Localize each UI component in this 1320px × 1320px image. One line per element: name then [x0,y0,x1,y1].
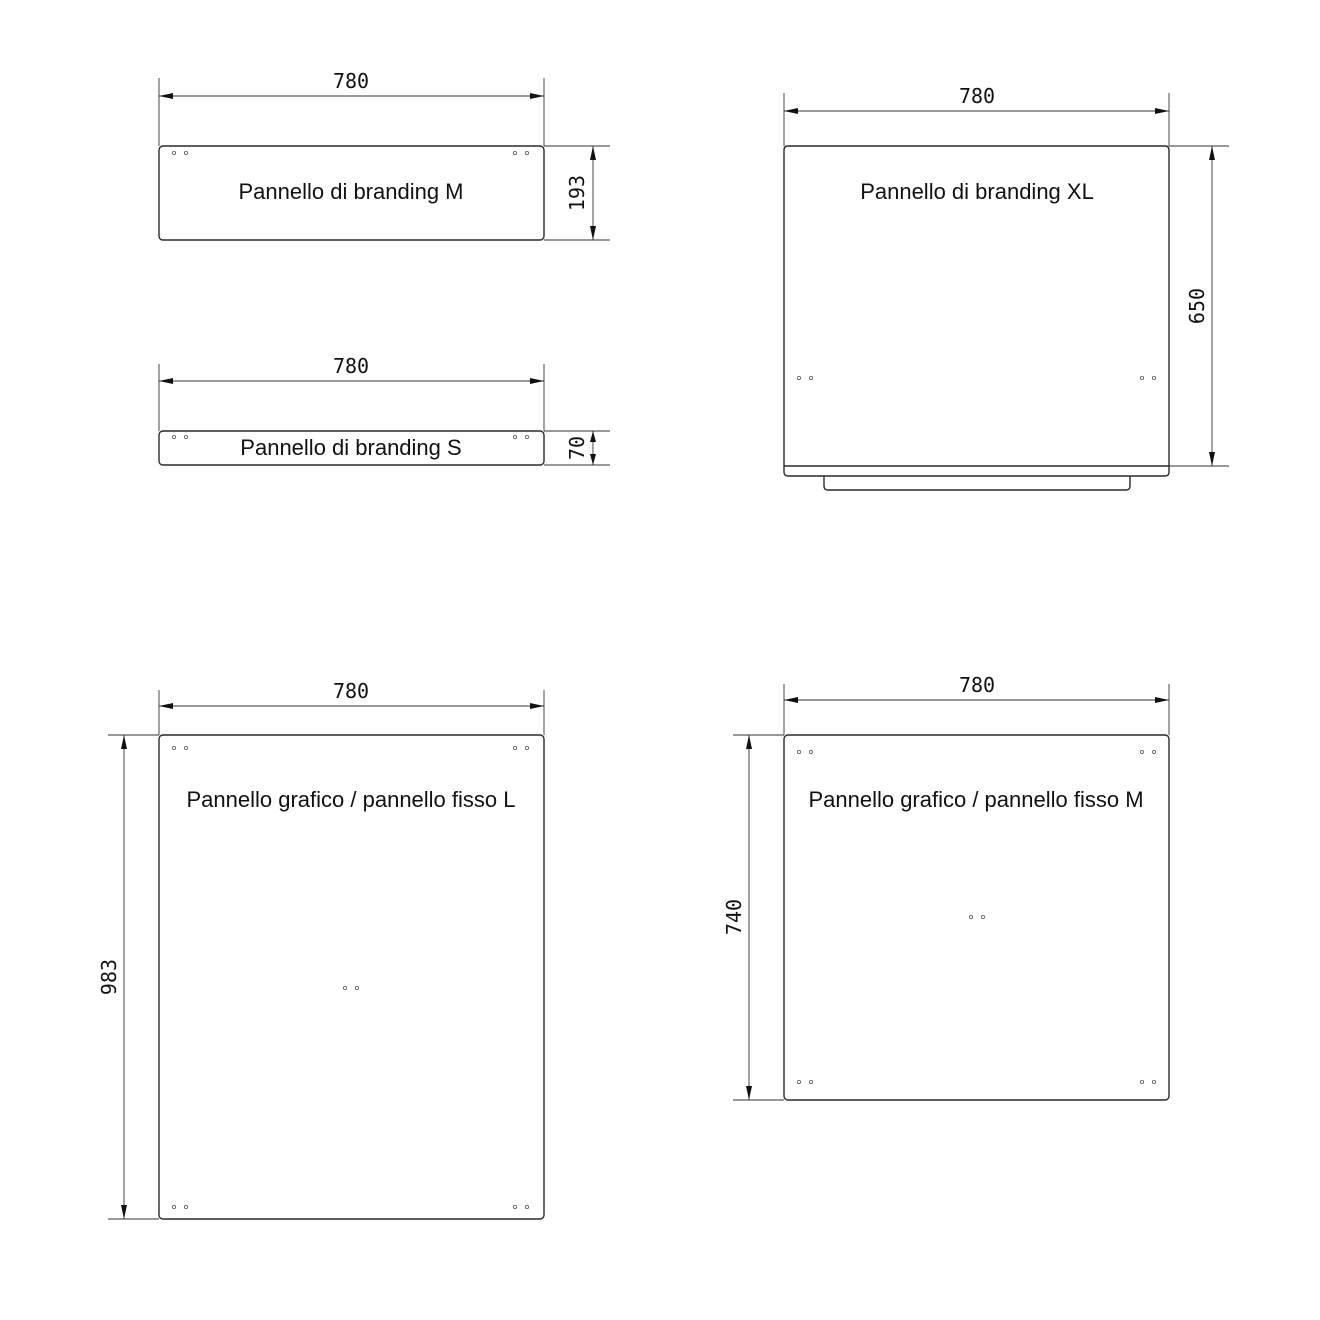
panel-grafico-l [97,679,544,1219]
width-dimension [159,679,544,735]
width-dim-label: 780 [958,84,996,108]
panel-base-tab [824,476,1130,490]
mounting-holes [172,746,528,1208]
width-dimension [159,69,544,146]
panel-branding-s [159,354,610,465]
width-dimension [784,673,1169,735]
height-dimension [544,431,610,465]
width-dim-label: 780 [332,69,370,93]
height-dim-label: 193 [565,174,589,212]
width-dimension [784,84,1169,146]
panel-branding-xl [784,84,1229,490]
panel-label: Pannello di branding M [238,179,464,204]
mounting-holes [797,376,1155,379]
panel-label: Pannello di branding XL [860,179,1094,204]
height-dim-label: 650 [1185,287,1209,325]
panel-base-flange [784,466,1169,476]
height-dim-label: 740 [722,898,746,936]
height-dimension [1169,146,1229,466]
width-dimension [159,354,544,431]
panel-label: Pannello grafico / pannello fisso L [186,787,516,812]
panel-label: Pannello di branding S [240,435,462,460]
width-dim-label: 780 [958,673,996,697]
height-dimension [544,146,610,240]
mounting-holes [172,151,528,154]
height-dim-label: 70 [565,435,589,461]
panel-label: Pannello grafico / pannello fisso M [808,787,1144,812]
panel-grafico-m [722,673,1169,1100]
width-dim-label: 780 [332,679,370,703]
width-dim-label: 780 [332,354,370,378]
panel-branding-m [159,69,610,240]
height-dimension [722,735,784,1100]
height-dimension [97,735,159,1219]
height-dim-label: 983 [97,958,121,996]
